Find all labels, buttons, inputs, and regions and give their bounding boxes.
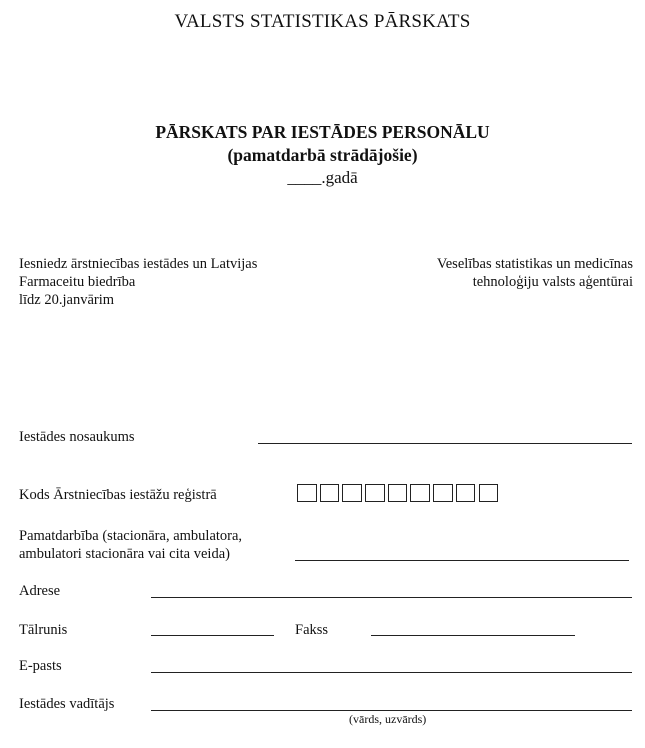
recipient-block [437, 255, 633, 291]
submitter-block [19, 255, 257, 309]
head-label: Iestādes vadītājs [19, 696, 115, 712]
year-blank[interactable]: ____ [287, 168, 322, 187]
registry-code-box[interactable] [479, 484, 499, 502]
head-field[interactable] [151, 710, 632, 711]
registry-code-label: Kods Ārstniecības iestāžu reģistrā [19, 487, 217, 503]
registry-code-box[interactable] [320, 484, 340, 502]
address-field[interactable] [151, 597, 632, 598]
email-label: E-pasts [19, 658, 62, 674]
submitter-line: Farmaceitu biedrība [19, 274, 136, 290]
phone-field[interactable] [151, 635, 274, 636]
registry-code-box[interactable] [456, 484, 476, 502]
main-activity-label [19, 527, 242, 563]
main-activity-label-line: ambulatori stacionāra vai cita veida) [19, 546, 230, 562]
institution-name-label: Iestādes nosaukums [19, 429, 135, 445]
registry-code-box[interactable] [410, 484, 430, 502]
fax-field[interactable] [371, 635, 575, 636]
registry-code-box[interactable] [365, 484, 385, 502]
submitter-line: Iesniedz ārstniecības iestādes un Latvijas [19, 256, 258, 272]
registry-code-box[interactable] [297, 484, 317, 502]
year-suffix: .gadā [321, 168, 358, 187]
institution-name-field[interactable] [258, 443, 632, 444]
form-header: VALSTS STATISTIKAS PĀRSKATS [174, 11, 471, 32]
main-activity-label-line: Pamatdarbība (stacionāra, ambulatora, [19, 528, 243, 544]
registry-code-boxes [297, 484, 501, 502]
address-label: Adrese [19, 583, 61, 599]
deadline-line: līdz 20.janvārim [19, 292, 115, 308]
report-title: PĀRSKATS PAR IESTĀDES PERSONĀLU [155, 122, 490, 142]
recipient-line: tehnoloģiju valsts aģentūrai [472, 274, 633, 290]
registry-code-box[interactable] [388, 484, 408, 502]
email-field[interactable] [151, 672, 632, 673]
report-subtitle: (pamatdarbā strādājošie) [227, 145, 418, 165]
phone-label: Tālrunis [19, 622, 68, 638]
fax-label: Fakss [295, 622, 329, 638]
main-activity-field[interactable] [295, 560, 629, 561]
registry-code-box[interactable] [342, 484, 362, 502]
report-year [0, 168, 645, 188]
recipient-line: Veselības statistikas un medicīnas [436, 256, 633, 272]
registry-code-box[interactable] [433, 484, 453, 502]
head-hint: (vārds, uzvārds) [349, 712, 427, 726]
